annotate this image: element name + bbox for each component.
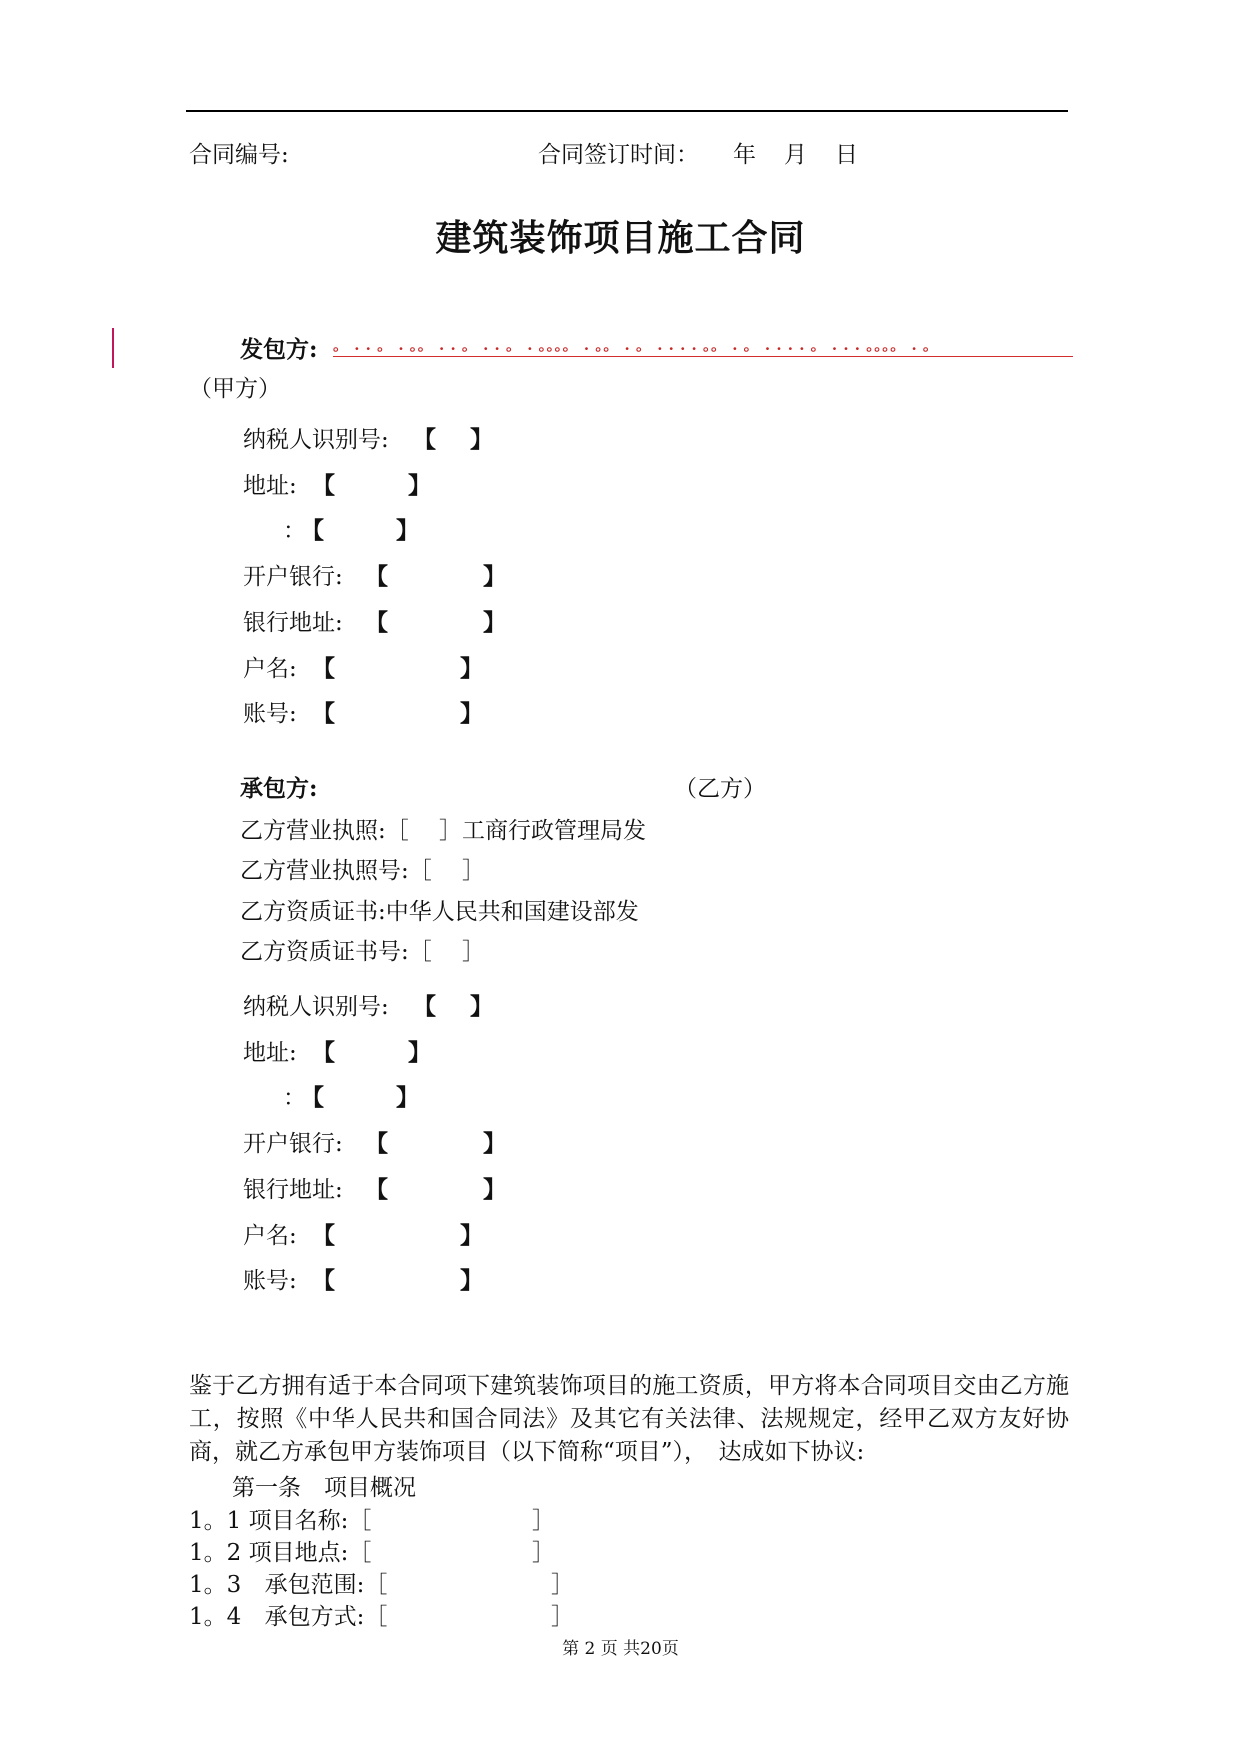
party-b-field-open-bracket: 【 <box>365 1177 388 1203</box>
party-b-field-open-bracket: 【 <box>301 1085 324 1111</box>
party-b-suffix: （乙方） <box>674 776 766 802</box>
party-a-field-close-bracket: 】 <box>483 610 506 636</box>
party-b-field-open-bracket: 【 <box>312 1040 335 1066</box>
party-a-label: 发包方: <box>240 336 318 363</box>
party-a-name-field[interactable]: 。 . . 。 . 。。 . . 。 . . 。 . 。。。。 . 。。 . 。 . . . . 。。 . 。 . . . . 。 . . . 。。。。 . 。 <box>333 334 1073 357</box>
party-a-field-label: 开户银行: <box>243 564 343 590</box>
article-1-item <box>189 1534 371 1567</box>
party-a-field-open-bracket: 【 <box>365 610 388 636</box>
party-a-field-open-bracket: 【 <box>312 656 335 682</box>
article-1-item <box>189 1566 387 1599</box>
party-a-field-label: 纳税人识别号: <box>243 427 389 453</box>
party-b-field-close-bracket: 】 <box>460 1223 483 1249</box>
party-a-field-open-bracket: 【 <box>413 427 436 453</box>
party-b-field-close-bracket: 】 <box>483 1131 506 1157</box>
party-a-field-close-bracket: 】 <box>408 473 431 499</box>
party-a-field-close-bracket: 】 <box>470 427 493 453</box>
party-b-field-label: ： <box>283 1085 306 1111</box>
party-a-suffix: （甲方） <box>189 376 281 402</box>
party-a-field-close-bracket: 】 <box>483 564 506 590</box>
party-b-license-no: 乙方营业执照号:［ ］ <box>240 858 486 884</box>
party-b-field-open-bracket: 【 <box>312 1223 335 1249</box>
party-b-field-open-bracket: 【 <box>312 1268 335 1294</box>
party-b-cert: 乙方资质证书:中华人民共和国建设部发 <box>240 899 639 925</box>
party-a-field-open-bracket: 【 <box>312 701 335 727</box>
party-a-field-label: 地址: <box>243 473 297 499</box>
party-b-field-close-bracket: 】 <box>470 994 493 1020</box>
item-close-bracket: ］ <box>551 1604 574 1630</box>
sign-day: 日 <box>835 142 858 168</box>
item-close-bracket: ］ <box>532 1508 555 1534</box>
article-1-heading: 第一条 项目概况 <box>232 1475 416 1501</box>
page-footer: 第 2 页 共20页 <box>562 1639 679 1659</box>
preamble-paragraph: 鉴于乙方拥有适于本合同项下建筑装饰项目的施工资质，甲方将本合同项目交由乙方施工，按照《中华人民共和国合同法》及其它有关法律、法规规定，经甲乙双方友好协商，就乙方承包甲方装饰项目（以下简称“项目”）， 达成如下协议: <box>189 1373 1069 1465</box>
party-b-cert-no: 乙方资质证书号:［ ］ <box>240 939 486 965</box>
party-a-field-label: 户名: <box>243 656 297 682</box>
header-rule <box>186 110 1068 112</box>
party-b-field-label: 户名: <box>243 1223 297 1249</box>
party-b-field-label: 开户银行: <box>243 1131 343 1157</box>
party-b-field-label: 纳税人识别号: <box>243 994 389 1020</box>
party-b-field-open-bracket: 【 <box>413 994 436 1020</box>
article-1-item <box>189 1598 387 1631</box>
party-a-field-close-bracket: 】 <box>460 656 483 682</box>
article-1-item <box>189 1502 371 1535</box>
party-a-field-open-bracket: 【 <box>312 473 335 499</box>
contract-no-label: 合同编号: <box>189 142 289 168</box>
party-b-field-close-bracket: 】 <box>408 1040 431 1066</box>
document-title: 建筑装饰项目施工合同 <box>435 217 806 259</box>
party-a-field-close-bracket: 】 <box>460 701 483 727</box>
revision-bar <box>112 328 114 368</box>
item-number: 1。1 <box>189 1508 242 1534</box>
item-label: 承包方式:［ <box>264 1604 388 1630</box>
item-number: 1。4 <box>189 1604 242 1630</box>
party-b-field-label: 银行地址: <box>243 1177 343 1203</box>
party-b-field-close-bracket: 】 <box>483 1177 506 1203</box>
party-b-field-label: 地址: <box>243 1040 297 1066</box>
party-a-field-label: 银行地址: <box>243 610 343 636</box>
item-close-bracket: ］ <box>551 1572 574 1598</box>
party-b-field-close-bracket: 】 <box>396 1085 419 1111</box>
party-a-field-close-bracket: 】 <box>396 518 419 544</box>
party-b-label: 承包方: <box>240 775 318 802</box>
party-a-field-open-bracket: 【 <box>301 518 324 544</box>
party-b-field-close-bracket: 】 <box>460 1268 483 1294</box>
party-a-field-open-bracket: 【 <box>365 564 388 590</box>
party-a-field-label: ： <box>283 518 306 544</box>
party-b-field-open-bracket: 【 <box>365 1131 388 1157</box>
item-label: 承包范围:［ <box>264 1572 388 1598</box>
item-number: 1。3 <box>189 1572 242 1598</box>
sign-year: 年 <box>733 142 756 168</box>
sign-time-label: 合同签订时间： <box>538 142 699 168</box>
item-close-bracket: ］ <box>532 1540 555 1566</box>
item-label: 项目地点:［ <box>248 1540 372 1566</box>
party-b-license: 乙方营业执照:［ ］工商行政管理局发 <box>240 818 647 844</box>
party-b-field-label: 账号: <box>243 1268 297 1294</box>
item-number: 1。2 <box>189 1540 242 1566</box>
sign-month: 月 <box>784 142 807 168</box>
item-label: 项目名称:［ <box>248 1508 372 1534</box>
party-a-field-label: 账号: <box>243 701 297 727</box>
